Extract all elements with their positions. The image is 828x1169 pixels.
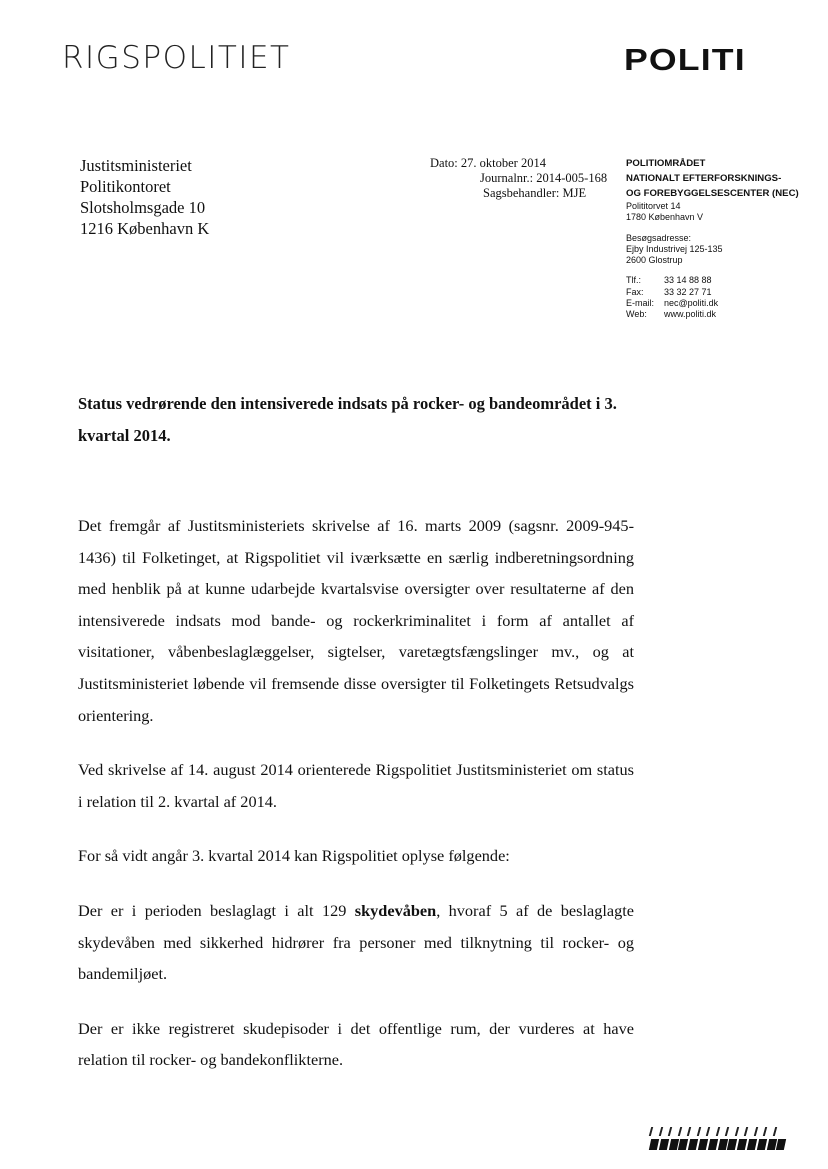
visit-address: 2600 Glostrup [626, 255, 683, 266]
visit-label: Besøgsadresse: [626, 232, 692, 243]
recipient-line: Politikontoret [80, 177, 171, 196]
letter-meta [430, 156, 607, 201]
stripe-mark [766, 1139, 776, 1150]
letter-title: Status vedrørende den intensiverede indsats på rocker- og bandeområdet i 3. kvartal 2014. [78, 394, 617, 445]
police-stripe-logo [650, 1127, 787, 1150]
paragraph: For så vidt angår 3. kvartal 2014 kan Rigspolitiet oplyse følgende: [78, 846, 510, 866]
stripe-mark [763, 1127, 767, 1136]
stripe-mark [717, 1139, 727, 1150]
stripe-mark [776, 1139, 786, 1150]
sender-dept: OG FOREBYGGELSESCENTER (NEC) [626, 188, 799, 199]
paragraph: Der er ikke registreret skudepisoder i det offentlige rum, der vurderes at have relation til rocker- og bandekonflikterne. [78, 1018, 634, 1070]
stripe-mark [737, 1139, 747, 1150]
case-handler: Sagsbehandler: MJE [483, 186, 587, 200]
stripe-mark [744, 1127, 748, 1136]
org-name: RIGSPOLITIET [62, 40, 291, 76]
stripe-mark [649, 1127, 653, 1136]
letter-body [78, 510, 634, 1099]
stripe-mark [659, 1139, 669, 1150]
contact-fax: Fax: 33 32 27 71 [626, 286, 712, 297]
politi-logo: POLITI [624, 42, 746, 77]
stripe-mark [698, 1139, 708, 1150]
contact-phone: Tlf.: 33 14 88 88 [626, 275, 712, 286]
stripe-mark [772, 1127, 776, 1136]
stripe-mark [677, 1127, 681, 1136]
paragraph: Ved skrivelse af 14. august 2014 orienterede Rigspolitiet Justitsministeriet om status i relation til 2. kvartal af 2014. [78, 760, 634, 811]
paragraph: Det fremgår af Justitsministeriets skrivelse af 16. marts 2009 (sagsnr. 2009-945-1436) til Folketinget, at Rigspolitiet vil iværksætte en særlig indberetningsordning med henblik på at kunne udarbejde kvartalsvise oversigter over resultaterne af den intensiverede indsats mod bande- og rockerkriminalitet i form af antallet af visitationer, våbenbeslaglæggelser, sigtelser, varetægtsfængslinger mv., og at Justitsministeriet løbende vil fremsende disse oversigter til Folketingets Retsudvalgs orientering. [78, 516, 634, 725]
stripe-mark [687, 1127, 691, 1136]
contact-web[interactable]: Web: www.politi.dk [626, 309, 717, 320]
stripe-mark [688, 1139, 698, 1150]
stripe-mark [727, 1139, 737, 1150]
stripe-mark [734, 1127, 738, 1136]
journal-number: Journalnr.: 2014-005-168 [480, 171, 608, 185]
sender-address: Polititorvet 14 [626, 201, 681, 211]
stripe-mark [696, 1127, 700, 1136]
stripe-mark [747, 1139, 757, 1150]
stripe-mark [678, 1139, 688, 1150]
recipient-line: Slotsholmsgade 10 [80, 198, 206, 217]
recipient-address [80, 155, 209, 239]
stripe-mark [668, 1127, 672, 1136]
date: Dato: 27. oktober 2014 [430, 156, 546, 170]
stripe-mark [753, 1127, 757, 1136]
sender-dept: NATIONALT EFTERFORSKNINGS- [626, 173, 782, 184]
stripe-mark [725, 1127, 729, 1136]
stripe-mark [708, 1139, 718, 1150]
visit-address: Ejby Industrivej 125-135 [626, 243, 723, 254]
stripe-mark [715, 1127, 719, 1136]
sender-dept: POLITIOMRÅDET [626, 158, 706, 169]
stripe-mark [757, 1139, 767, 1150]
recipient-line: 1216 København K [80, 219, 210, 238]
sender-block [626, 156, 799, 321]
stripe-mark [658, 1127, 662, 1136]
sender-address: 1780 København V [626, 212, 704, 223]
contact-email[interactable]: E-mail: nec@politi.dk [626, 298, 719, 309]
paragraph-weapons: Der er i perioden beslaglagt i alt 129 skydevåben, hvoraf 5 af de beslaglagte skydevåben med sikkerhed hidrører fra personer med tilknytning til rocker- og bandemiljøet. [78, 900, 634, 984]
stripe-mark [668, 1139, 678, 1150]
stripe-mark [649, 1139, 659, 1150]
recipient-line: Justitsministeriet [80, 156, 192, 175]
stripe-mark [706, 1127, 710, 1136]
